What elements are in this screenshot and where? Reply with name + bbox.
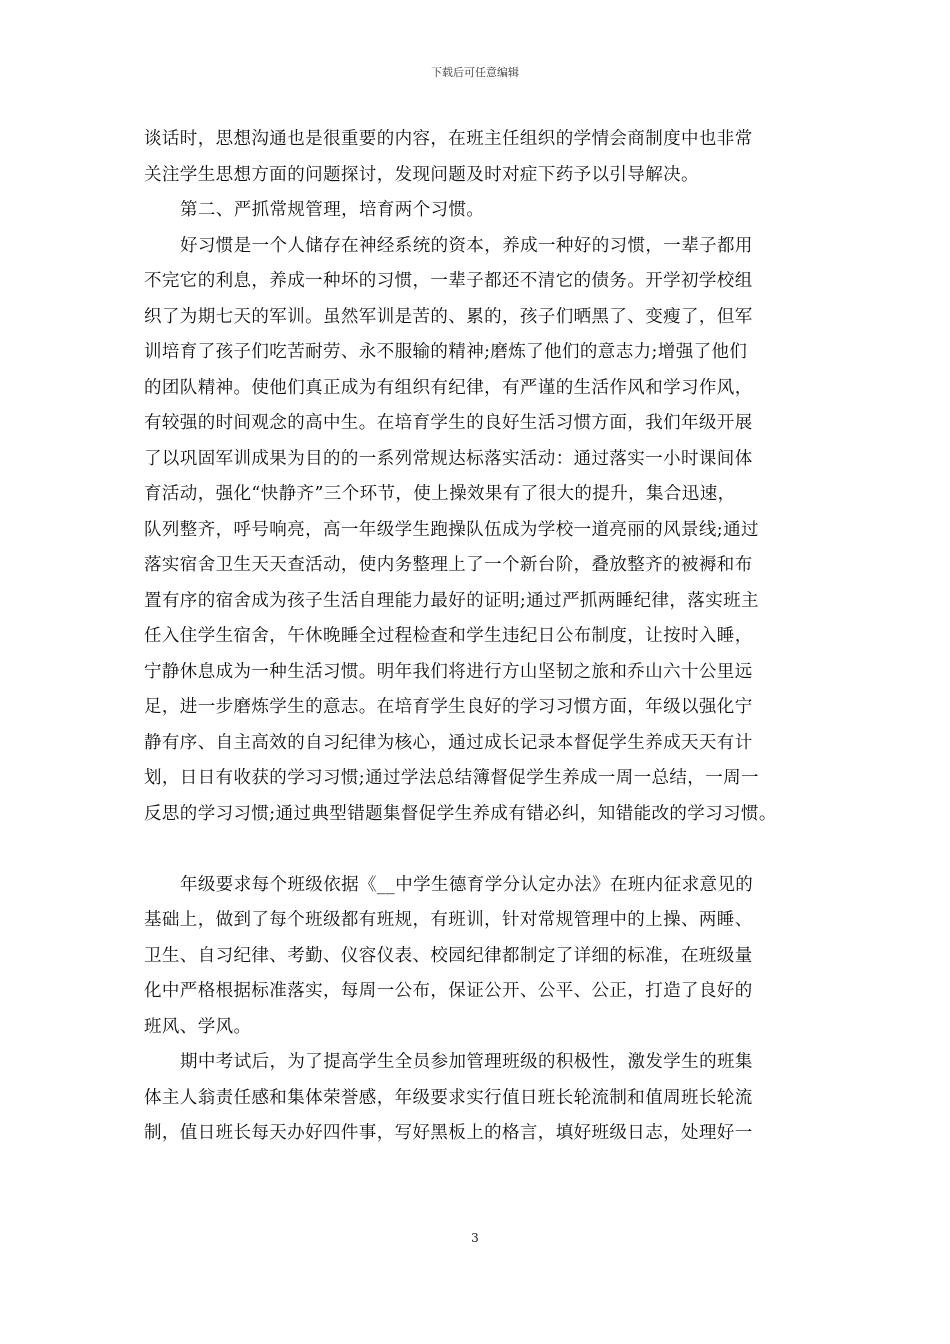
text-line: 关注学生思想方面的问题探讨，发现问题及时对症下药予以引导解决。 xyxy=(144,164,699,185)
page-number: 3 xyxy=(471,1231,479,1245)
text-line: 化中严格根据标准落实，每周一公布，保证公开、公平、公正，打造了良好的 xyxy=(144,981,753,1001)
text-line: 制，值日班长每天办好四件事，写好黑板上的格言，填好班级日志，处理好一 xyxy=(144,1123,753,1143)
text-line: 置有序的宿舍成为孩子生活自理能力最好的证明;通过严抓两睡纪律，落实班主 xyxy=(144,590,759,611)
text-line: 班风、学风。 xyxy=(144,1016,252,1037)
page-header: 下载后可任意编辑 xyxy=(431,66,519,79)
text-line: 反思的学习习惯;通过典型错题集督促学生养成有错必纠，知错能改的学习习惯。 xyxy=(144,803,777,824)
text-line: 划，日日有收获的学习习惯;通过学法总结簿督促学生养成一周一总结，一周一 xyxy=(144,768,759,788)
text-line: 卫生、自习纪律、考勤、仪容仪表、校园纪律都制定了详细的标准，在班级量 xyxy=(144,945,753,966)
text-line: 好习惯是一个人储存在神经系统的资本，养成一种好的习惯，一辈子都用 xyxy=(180,235,753,256)
text-line: 任入住学生宿舍，午休晚睡全过程检查和学生违纪日公布制度，让按时入睡， xyxy=(144,626,753,646)
text-line: 训培育了孩子们吃苦耐劳、永不服输的精神;磨炼了他们的意志力;增强了他们 xyxy=(144,342,748,362)
text-line: 静有序、自主高效的自习纪律为核心，通过成长记录本督促学生养成天天有计 xyxy=(144,732,753,753)
text-line: 落实宿舍卫生天天查活动，使内务整理上了一个新台阶，叠放整齐的被褥和布 xyxy=(144,555,753,575)
text-line: 基础上，做到了每个班级都有班规，有班训，针对常规管理中的上操、两睡、 xyxy=(144,910,753,930)
text-line: 队列整齐，呼号响亮，高一年级学生跑操队伍成为学校一道亮丽的风景线;通过 xyxy=(144,519,759,540)
document-body xyxy=(144,122,820,1152)
text-line: 育活动，强化“快静齐”三个环节，使上操效果有了很大的提升，集合迅速， xyxy=(144,484,736,504)
text-line: 期中考试后，为了提高学生全员参加管理班级的积极性，激发学生的班集 xyxy=(180,1052,753,1072)
text-line: 年级要求每个班级依据《__中学生德育学分认定办法》在班内征求意见的 xyxy=(180,874,754,895)
text-line: 体主人翁责任感和集体荣誉感，年级要求实行值日班长轮流制和值周班长轮流 xyxy=(144,1087,753,1108)
text-line: 织了为期七天的军训。虽然军训是苦的、累的，孩子们晒黑了、变瘦了，但军 xyxy=(144,306,753,327)
text-line: 谈话时，思想沟通也是很重要的内容，在班主任组织的学情会商制度中也非常 xyxy=(144,129,753,149)
blank-line xyxy=(144,832,820,868)
text-line: 了以巩固军训成果为目的的一系列常规达标落实活动：通过落实一小时课间体 xyxy=(144,448,753,469)
text-line: 第二、严抓常规管理，培育两个习惯。 xyxy=(180,200,485,220)
text-line: 的团队精神。使他们真正成为有组织有纪律，有严谨的生活作风和学习作风， xyxy=(144,377,753,398)
text-line: 有较强的时间观念的高中生。在培育学生的良好生活习惯方面，我们年级开展 xyxy=(144,413,753,433)
text-line: 不完它的利息，养成一种坏的习惯，一辈子都还不清它的债务。开学初学校组 xyxy=(144,271,753,291)
text-line: 宁静休息成为一种生活习惯。明年我们将进行方山坚韧之旅和乔山六十公里远 xyxy=(144,661,753,682)
text-line: 足，进一步磨炼学生的意志。在培育学生良好的学习习惯方面，年级以强化宁 xyxy=(144,697,753,717)
